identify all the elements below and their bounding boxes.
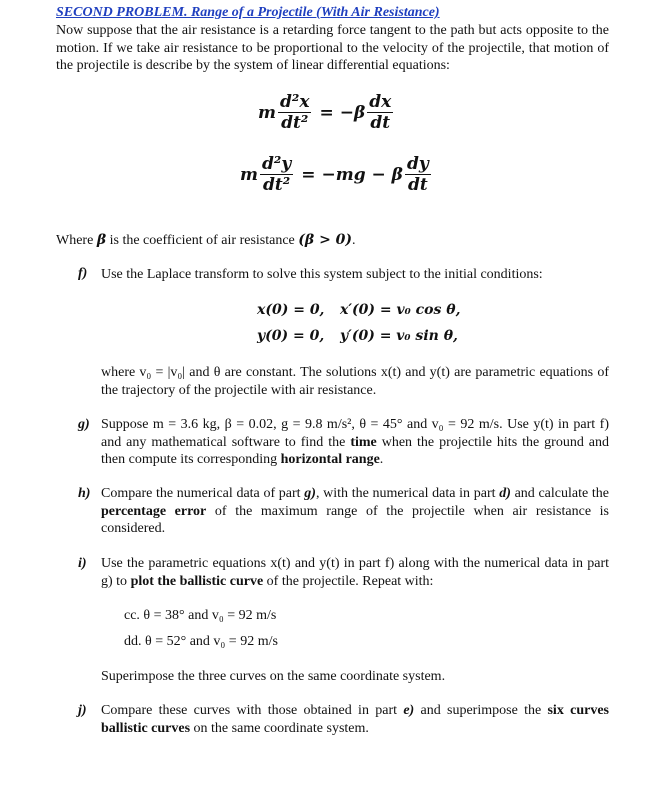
item-h-part-d: d) bbox=[499, 486, 511, 501]
ic-yprime0: y′(0) = v₀ sin θ, bbox=[340, 328, 458, 344]
item-j-part-e: e) bbox=[403, 703, 415, 718]
eq2-coef: m bbox=[240, 164, 258, 185]
item-h-t2: , with the numerical data in part bbox=[315, 486, 496, 501]
eq2-rhs-den: dt bbox=[407, 175, 428, 195]
intro-paragraph: Now suppose that the air resistance is a retarding force tangent to the path but acts opposite to the motion. If we take air resistance to be proportional to the velocity of the projectile, that motion of the projectile is describe by the system of linear differential equations: bbox=[56, 23, 609, 73]
eq1-coef: m bbox=[258, 102, 276, 123]
item-f-where: where v₀ = |v₀| and θ are constant. The solutions x(t) and y(t) are parametric equations of the trajectory of the projectile with air resistance. bbox=[101, 365, 609, 398]
eq1-lhs-num: d²x bbox=[280, 92, 310, 112]
ic-xprime0: x′(0) = v₀ cos θ, bbox=[340, 302, 461, 318]
eq1-rhs-den: dt bbox=[370, 113, 391, 133]
eq2-lhs-fraction bbox=[260, 154, 293, 195]
item-h-t1: Compare the numerical data of part bbox=[101, 486, 301, 501]
item-g-t2: when the projectile hits the ground and then compute its corresponding bbox=[101, 434, 610, 467]
item-i-text bbox=[101, 555, 609, 590]
ic-x0: x(0) = 0, bbox=[257, 302, 325, 318]
item-j-t2: and superimpose the bbox=[420, 703, 542, 718]
item-j-label: j) bbox=[78, 703, 87, 718]
problem-title: SECOND PROBLEM. Range of a Projectile (With Air Resistance) bbox=[56, 5, 440, 20]
item-j-six-curves: six curves ballistic curves bbox=[101, 703, 609, 736]
item-h-part-g: g) bbox=[304, 486, 316, 501]
item-i-superimpose: Superimpose the three curves on the same coordinate system. bbox=[101, 669, 446, 684]
item-i-label: i) bbox=[78, 556, 87, 571]
item-f-label: f) bbox=[78, 266, 88, 281]
item-j-t3: on the same coordinate system. bbox=[193, 720, 369, 736]
item-j-t1: Compare these curves with those obtained in part bbox=[101, 703, 398, 718]
eq2-lhs-den: dt² bbox=[263, 175, 291, 195]
beta-note-pre: Where bbox=[56, 233, 94, 248]
beta-condition: (β > 0) bbox=[298, 232, 353, 248]
eq2-rhs-coef: −mg − β bbox=[321, 164, 403, 185]
eq1-lhs-den: dt² bbox=[281, 113, 309, 133]
eq1-rhs-coef: −β bbox=[339, 102, 366, 123]
eq1-rhs-fraction bbox=[367, 92, 393, 133]
item-i-t2: of the projectile. Repeat with: bbox=[266, 573, 434, 589]
item-i-case-cc: cc. θ = 38° and v₀ = 92 m/s bbox=[124, 608, 277, 623]
item-h-text bbox=[101, 485, 609, 538]
eq2-rhs-fraction bbox=[405, 154, 431, 195]
ic-y0: y(0) = 0, bbox=[257, 328, 325, 344]
item-h-label: h) bbox=[78, 486, 91, 501]
item-g-text bbox=[101, 416, 609, 469]
item-i-case-dd: dd. θ = 52° and v₀ = 92 m/s bbox=[124, 634, 278, 649]
item-i-plot-ballistic: plot the ballistic curve bbox=[130, 573, 264, 589]
eq1-lhs-fraction bbox=[278, 92, 311, 133]
beta-note-mid: is the coefficient of air resistance bbox=[109, 233, 295, 248]
item-g-time: time bbox=[350, 434, 377, 450]
beta-note-end: . bbox=[352, 233, 356, 248]
item-h-t4: of the maximum range of the projectile when air resistance is considered. bbox=[101, 503, 609, 536]
beta-symbol: β bbox=[96, 232, 107, 248]
equation-y bbox=[240, 154, 433, 195]
item-j-text bbox=[101, 702, 609, 737]
item-i-t1: Use the parametric equations x(t) and y(t) in part f) along with the numerical data in part g) to bbox=[101, 556, 609, 589]
eq1-equals: = bbox=[319, 102, 334, 123]
item-f-text: Use the Laplace transform to solve this system subject to the initial conditions: bbox=[101, 267, 543, 282]
eq2-rhs-num: dy bbox=[406, 154, 429, 174]
item-g-range: horizontal range bbox=[280, 452, 380, 467]
item-g-t1: Suppose m = 3.6 kg, β = 0.02, g = 9.8 m/s², θ = 45° and v₀ = 92 m/s. Use y(t) in part f) and any mathematical software to find the bbox=[101, 417, 609, 450]
eq2-equals: = bbox=[301, 164, 316, 185]
eq2-lhs-num: d²y bbox=[262, 154, 292, 174]
item-g-label: g) bbox=[78, 417, 90, 432]
item-h-t3: and calculate the bbox=[514, 486, 609, 501]
eq1-rhs-num: dx bbox=[369, 92, 392, 112]
equation-x bbox=[258, 92, 395, 133]
item-h-percentage-error: percentage error bbox=[101, 503, 207, 519]
beta-note bbox=[56, 232, 356, 250]
item-g-t3: . bbox=[379, 452, 384, 467]
